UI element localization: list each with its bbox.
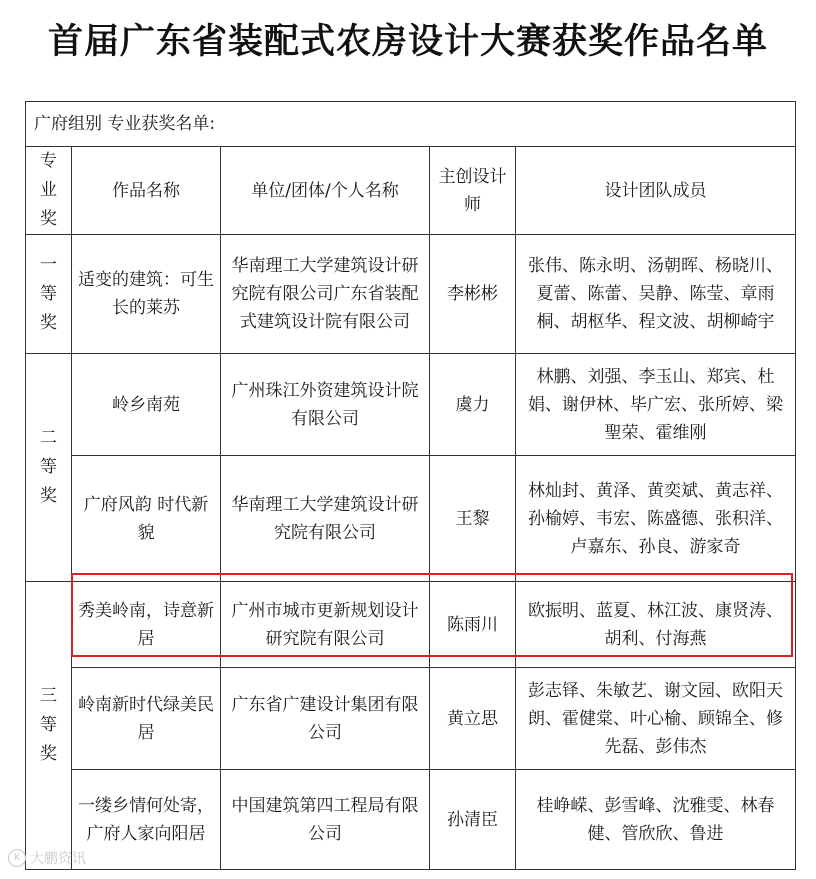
- header-rank-char: 专: [40, 151, 57, 171]
- header-work: 作品名称: [72, 147, 221, 235]
- work-name: 广府风韵 时代新貌: [72, 456, 221, 582]
- team-members: 彭志铎、朱敏艺、谢文园、欧阳天朗、霍健棠、叶心榆、顾锦全、修先磊、彭伟杰: [516, 668, 796, 770]
- rank-char: 等: [40, 457, 57, 477]
- rank-char: 奖: [40, 744, 57, 764]
- designer-name: 陈雨川: [430, 582, 516, 668]
- work-name: 适变的建筑：可生长的莱苏: [72, 235, 221, 354]
- table-row: [26, 456, 796, 582]
- group-label: 广府组别 专业获奖名单:: [26, 102, 796, 147]
- unit-name: 中国建筑第四工程局有限公司: [221, 770, 430, 870]
- watermark-text: 大鹏资讯: [30, 851, 86, 867]
- table-row: [26, 235, 796, 354]
- header-unit: 单位/团体/个人名称: [221, 147, 430, 235]
- table-row: [26, 354, 796, 456]
- rank-char: 奖: [40, 312, 57, 333]
- designer-name: 李彬彬: [430, 235, 516, 354]
- header-row: [26, 147, 796, 235]
- document-title: 首届广东省装配式农房设计大赛获奖作品名单: [47, 22, 768, 62]
- rank-char: 三: [40, 686, 57, 706]
- rank-char: 一: [40, 254, 57, 275]
- header-rank-char: 业: [40, 180, 57, 200]
- work-name: 岭南新时代绿美民居: [72, 668, 221, 770]
- rank-third: [26, 582, 72, 870]
- unit-name: 华南理工大学建筑设计研究院有限公司: [221, 456, 430, 582]
- team-members: 欧振明、蓝夏、林江波、康贤涛、胡利、付海燕: [516, 582, 796, 668]
- designer-name: 王黎: [430, 456, 516, 582]
- team-members: 张伟、陈永明、汤朝晖、杨晓川、夏蕾、陈蕾、吴静、陈莹、章雨桐、胡枢华、程文波、胡柳崎宇: [516, 235, 796, 354]
- designer-name: 虞力: [430, 354, 516, 456]
- team-members: 桂峥嵘、彭雪峰、沈雅雯、林春健、管欣欣、鲁进: [516, 770, 796, 870]
- rank-char: 等: [40, 283, 57, 304]
- watermark-logo-icon: K: [8, 849, 26, 867]
- header-designer: 主创设计师: [430, 147, 516, 235]
- rank-char: 等: [40, 715, 57, 735]
- header-team: 设计团队成员: [516, 147, 796, 235]
- work-name: 一缕乡情何处寄，广府人家向阳居: [72, 770, 221, 870]
- rank-first: [26, 235, 72, 354]
- work-name: 岭乡南苑: [72, 354, 221, 456]
- unit-name: 广州珠江外资建筑设计院有限公司: [221, 354, 430, 456]
- header-rank: [26, 147, 72, 235]
- designer-name: 孙清臣: [430, 770, 516, 870]
- unit-name: 华南理工大学建筑设计研究院有限公司广东省装配式建筑设计院有限公司: [221, 235, 430, 354]
- team-members: 林鹏、刘强、李玉山、郑宾、杜娟、谢伊林、毕广宏、张所婷、梁聖荣、霍维刚: [516, 354, 796, 456]
- awards-table: [25, 101, 796, 870]
- unit-name: 广州市城市更新规划设计研究院有限公司: [221, 582, 430, 668]
- unit-name: 广东省广建设计集团有限公司: [221, 668, 430, 770]
- team-members: 林灿封、黄泽、黄奕斌、黄志祥、孙榆婷、韦宏、陈盛德、张积洋、卢嘉东、孙良、游家奇: [516, 456, 796, 582]
- watermark: [8, 848, 86, 868]
- table-row-highlighted: [26, 582, 796, 668]
- designer-name: 黄立思: [430, 668, 516, 770]
- table-row: [26, 770, 796, 870]
- rank-second: [26, 354, 72, 582]
- rank-char: 奖: [40, 486, 57, 506]
- work-name: 秀美岭南，诗意新居: [72, 582, 221, 668]
- rank-char: 二: [40, 428, 57, 448]
- header-rank-char: 奖: [40, 209, 57, 229]
- table-row: [26, 668, 796, 770]
